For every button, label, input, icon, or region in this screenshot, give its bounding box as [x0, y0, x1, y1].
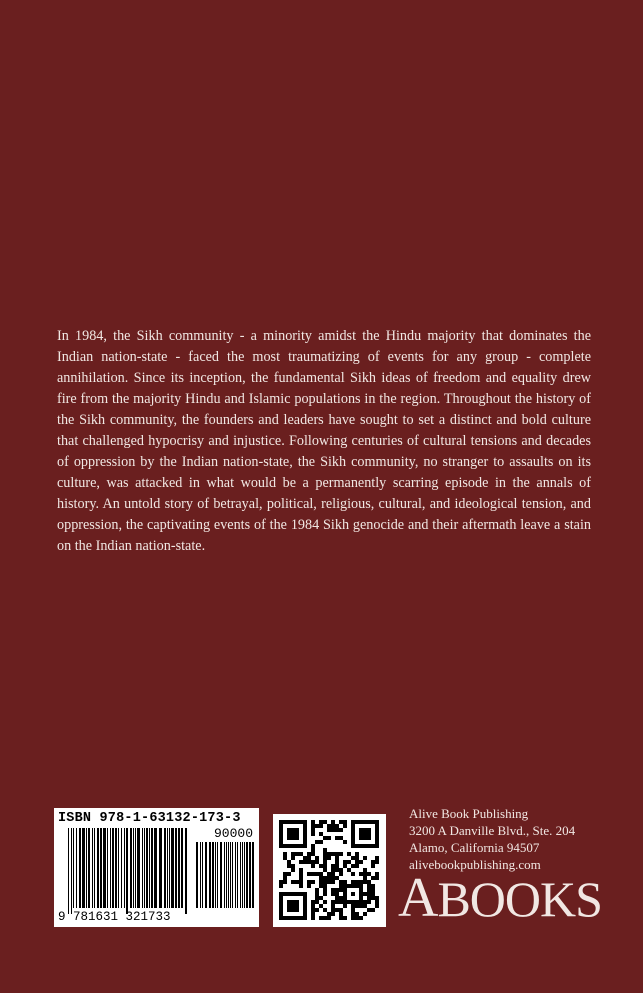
isbn-label: ISBN 978-1-63132-173-3 — [58, 811, 241, 826]
isbn-barcode — [54, 808, 259, 927]
publisher-website: alivebookpublishing.com — [409, 857, 541, 872]
logo-letter-a: A — [398, 867, 438, 929]
price-code: 90000 — [213, 826, 253, 841]
barcode-digits: 9 781631 321733 — [58, 910, 171, 924]
publisher-address-line2: Alamo, California 94507 — [409, 840, 540, 855]
qr-code-icon — [273, 814, 386, 927]
abooks-logo — [398, 867, 608, 930]
publisher-name: Alive Book Publishing — [409, 806, 529, 821]
back-cover-blurb — [57, 326, 591, 557]
logo-books: BOOKS — [437, 871, 602, 927]
blurb-text: In 1984, the Sikh community - a minority amidst the Hindu majority that dominates the Indian nation-state - faced the most traumatizing of events for any group - complete annihilation. Since its inception, the fundamental Sikh ideas of freedom and equality drew fire from the majority Hindu and Islamic populations in the region. Throughout the history of the Sikh community, the founders and leaders have sought to set a distinct and bold culture that challenged hypocrisy and injustice. Following centuries of cultural tensions and decades of oppression by the Indian nation-state, the Sikh community, no stranger to assaults on its culture, was attacked in what would be a permanently scarring episode in the annals of history. An untold story of betrayal, political, religious, cultural, and ideological tension, and oppression, the captivating events of the 1984 Sikh genocide and their aftermath leave a stain on the Indian nation-state. — [57, 328, 591, 554]
publisher-info — [409, 805, 575, 873]
publisher-address-line1: 3200 A Danville Blvd., Ste. 204 — [409, 823, 576, 838]
